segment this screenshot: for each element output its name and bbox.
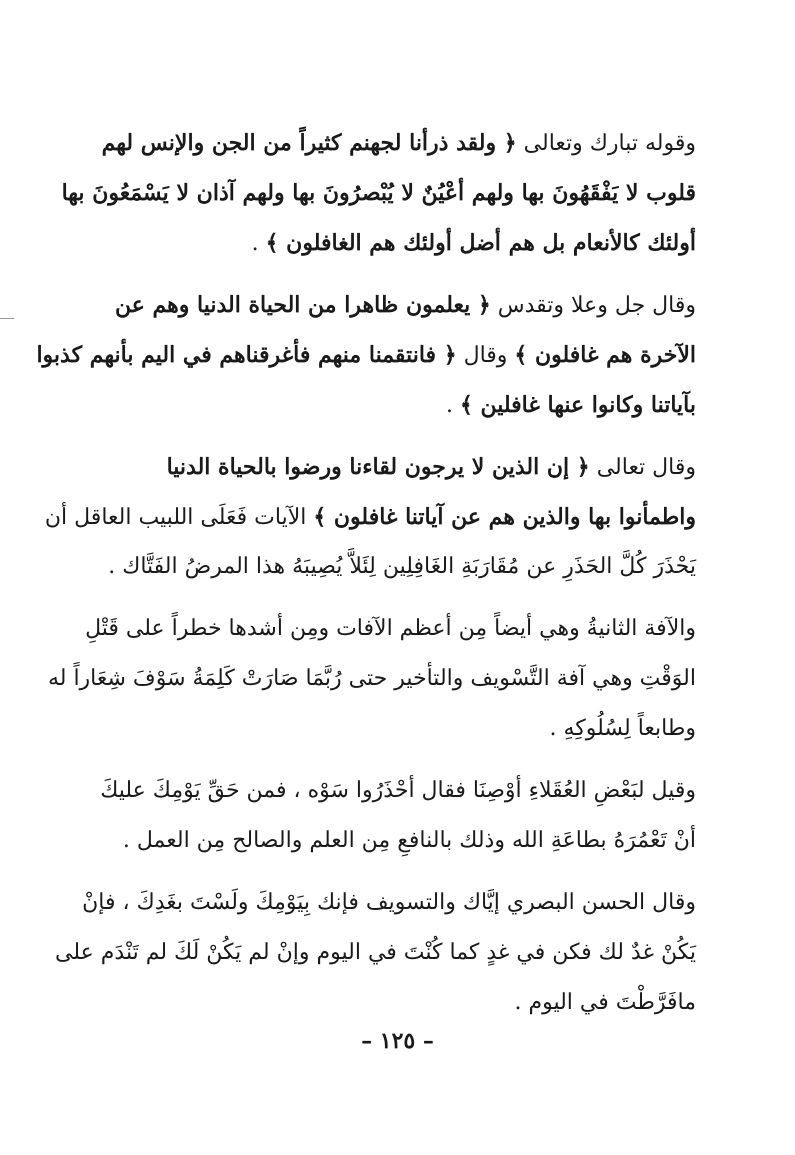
paragraph [36,280,696,430]
paragraph [96,766,696,866]
text-line [96,218,696,268]
text-line [96,280,696,330]
paragraph [55,878,696,1028]
text-line [96,118,696,168]
text-segment: وقال الحسن البصري إيَّاك والتسويف فإنك بِيَوْمِكَ ولَسْتَ بغَدِكَ ، فإنْ [82,890,696,915]
text-line [96,816,696,866]
text-segment: مافَرَّطْتَ في اليوم . [514,990,696,1015]
text-segment: يَحْذَرَ كُلَّ الحَذَرِ عن مُقَارَبَةِ الغَافِلِين لِئَلاَّ يُصِيبَهُ هذا المرضُ الفَتَّاك . [108,554,696,579]
text-segment: والآفة الثانيةُ وهي أيضاً مِن أعظم الآفات ومِن أشدها خطراً على قَتْلِ [85,616,696,641]
quran-quote: الآخرة هم غافلون ﴾ [514,342,696,368]
text-segment: الآيات فَعَلَى اللبيب العاقل أن [44,505,314,530]
paragraph [44,442,696,592]
page-text [36,118,696,1040]
paragraph [61,118,696,268]
text-segment: يَكُنْ غدٌ لك فكن في غدٍ كما كُنْتَ في اليوم وإنْ لم يَكُنْ لَكَ لم تَنْدَم على [55,940,696,965]
text-segment: وقال تعالى [589,455,696,480]
text-segment: وقال [456,343,515,368]
text-segment: . [251,231,266,256]
text-line [55,928,696,978]
text-line [82,878,696,928]
text-line [96,442,696,492]
quran-quote: ﴿ ولقد ذرأنا لجهنم كثيراً من الجن والإنس لهم [101,130,517,156]
text-segment: وطابعاً لِسُلُوكِهِ . [549,716,696,741]
text-line [85,604,696,654]
quran-quote: بآياتنا وكانوا عنها غافلين ﴾ [459,392,696,418]
text-line [96,380,696,430]
quran-quote: ﴿ يعلمون ظاهرا من الحياة الدنيا وهم عن [114,292,491,318]
page-number: – ١٢٥ – [361,1028,434,1054]
text-line [61,168,696,218]
text-segment: وقال جل وعلا وتقدس [490,293,696,318]
text-line [96,542,696,592]
text-segment: . [445,393,460,418]
text-line [44,492,696,542]
paragraph [47,604,696,754]
quran-quote: ﴿ إن الذين لا يرجون لقاءنا ورضوا بالحياة الدنيا [166,454,590,480]
margin-mark [0,318,14,319]
quran-quote: واطمأنوا بها والذين هم عن آياتنا غافلون ﴾ [313,504,696,530]
text-segment: وقوله تبارك وتعالى [516,131,696,156]
quran-quote: قلوب لا يَفْقَهُونَ بها ولهم أعْيُنٌ لا يُبْصرُونَ بها ولهم آذان لا يَسْمَعُونَ بها [61,180,696,206]
text-segment: الوَقْتِ وهي آفة التَّسْويف والتأخير حتى رُبَّمَا صَارَتْ كَلِمَةُ سَوْفَ شِعَاراً له [47,666,696,691]
text-line [36,330,696,380]
text-line [47,654,696,704]
text-line [96,766,696,816]
text-line [96,978,696,1028]
text-segment: وقيل لبَعْضِ العُقَلاءِ أوْصِنَا فقال أحْذَرُوا سَوْه ، فمن حَقِّ يَوْمِكَ عليكَ [100,778,696,803]
text-line [96,704,696,754]
text-segment: أنْ تَعْمُرَهُ بطاعَةِ الله وذلك بالنافعِ مِن العلم والصالح مِن العمل . [122,828,696,853]
quran-quote: أولئك كالأنعام بل هم أضل أولئك هم الغافلون ﴾ [265,230,696,256]
quran-quote: ﴿ فانتقمنا منهم فأغرقناهم في اليم بأنهم كذبوا [36,342,457,368]
